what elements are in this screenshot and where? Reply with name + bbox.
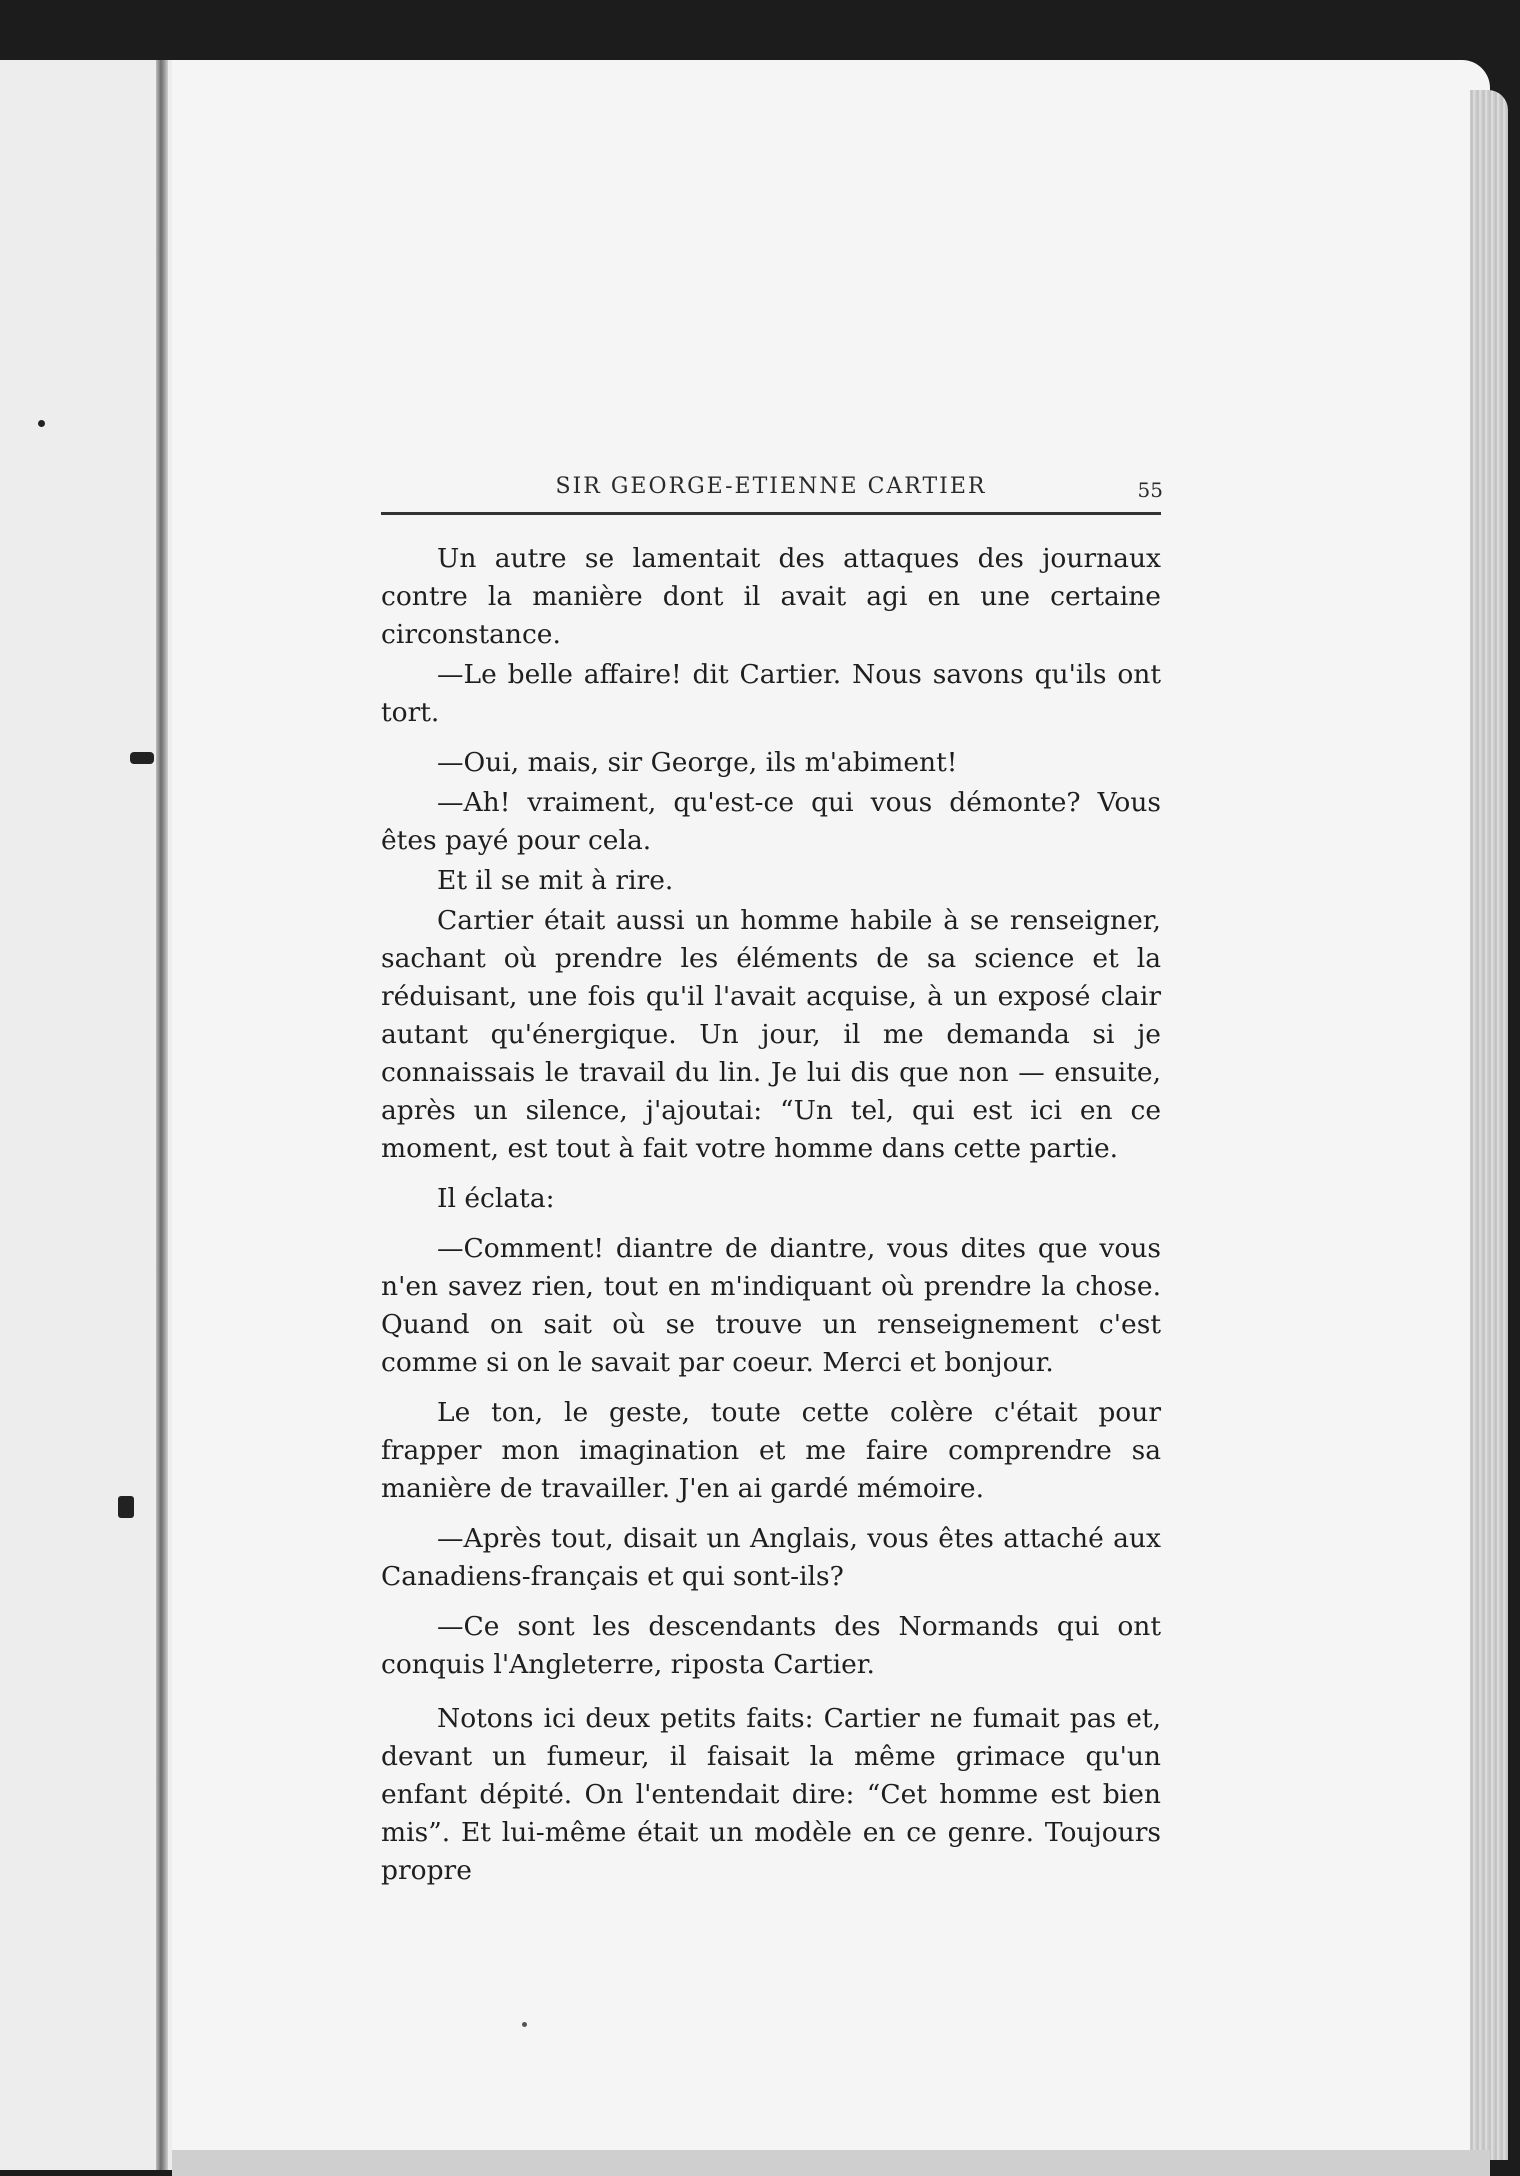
- page-speck: [522, 2022, 527, 2027]
- paragraph: —Oui, mais, sir George, ils m'abiment!: [437, 747, 958, 778]
- paragraph: Cartier était aussi un homme habile à se renseigner, sachant où prendre les éléments de sa science et la réduisant, une fois qu'il l'avait acquise, à un exposé clair autant qu'énergique. Un jour, il me demanda si je connaissais le travail du lin. Je lui dis que non — ensuite, après un silence, j'ajoutai: “Un tel, qui est ici en ce moment, est tout à fait votre homme dans cette partie.: [381, 905, 1161, 1164]
- paragraph: Et il se mit à rire.: [437, 865, 674, 896]
- running-head: [381, 474, 1161, 514]
- page-stack-bottom: [172, 2150, 1490, 2176]
- left-page-edge: [0, 60, 172, 2170]
- paragraph: —Le belle affaire! dit Cartier. Nous savons qu'ils ont tort.: [381, 659, 1161, 728]
- running-title: SIR GEORGE-ETIENNE CARTIER: [555, 474, 987, 499]
- gutter-speck: [118, 1496, 134, 1518]
- gutter-speck: [38, 420, 45, 427]
- gutter-speck: [130, 752, 154, 764]
- paragraph: —Ah! vraiment, qu'est-ce qui vous démonte? Vous êtes payé pour cela.: [381, 787, 1161, 856]
- book-gutter: [156, 60, 168, 2170]
- body-text: [381, 540, 1161, 1896]
- page-number: 55: [1137, 478, 1163, 502]
- paragraph: —Comment! diantre de diantre, vous dites que vous n'en savez rien, tout en m'indiquant où prendre la chose. Quand on sait où se trouve un renseignement c'est comme si on le savait par coeur. Merci et bonjour.: [381, 1233, 1161, 1378]
- paragraph: Notons ici deux petits faits: Cartier ne fumait pas et, devant un fumeur, il faisait la même grimace qu'un enfant dépité. On l'entendait dire: “Cet homme est bien mis”. Et lui-même était un modèle en ce genre. Toujours propre: [381, 1703, 1161, 1886]
- header-rule: [381, 512, 1161, 515]
- paragraph: Un autre se lamentait des attaques des journaux contre la manière dont il avait agi en une certaine circonstance.: [381, 543, 1161, 650]
- paragraph: Le ton, le geste, toute cette colère c'était pour frapper mon imagination et me faire comprendre sa manière de travailler. J'en ai gardé mémoire.: [381, 1397, 1161, 1504]
- paragraph: Il éclata:: [437, 1183, 555, 1214]
- paragraph: —Ce sont les descendants des Normands qui ont conquis l'Angleterre, riposta Cartier.: [381, 1611, 1161, 1680]
- page-stack-edge: [1470, 90, 1508, 2160]
- paragraph: —Après tout, disait un Anglais, vous êtes attaché aux Canadiens-français et qui sont-ils?: [381, 1523, 1161, 1592]
